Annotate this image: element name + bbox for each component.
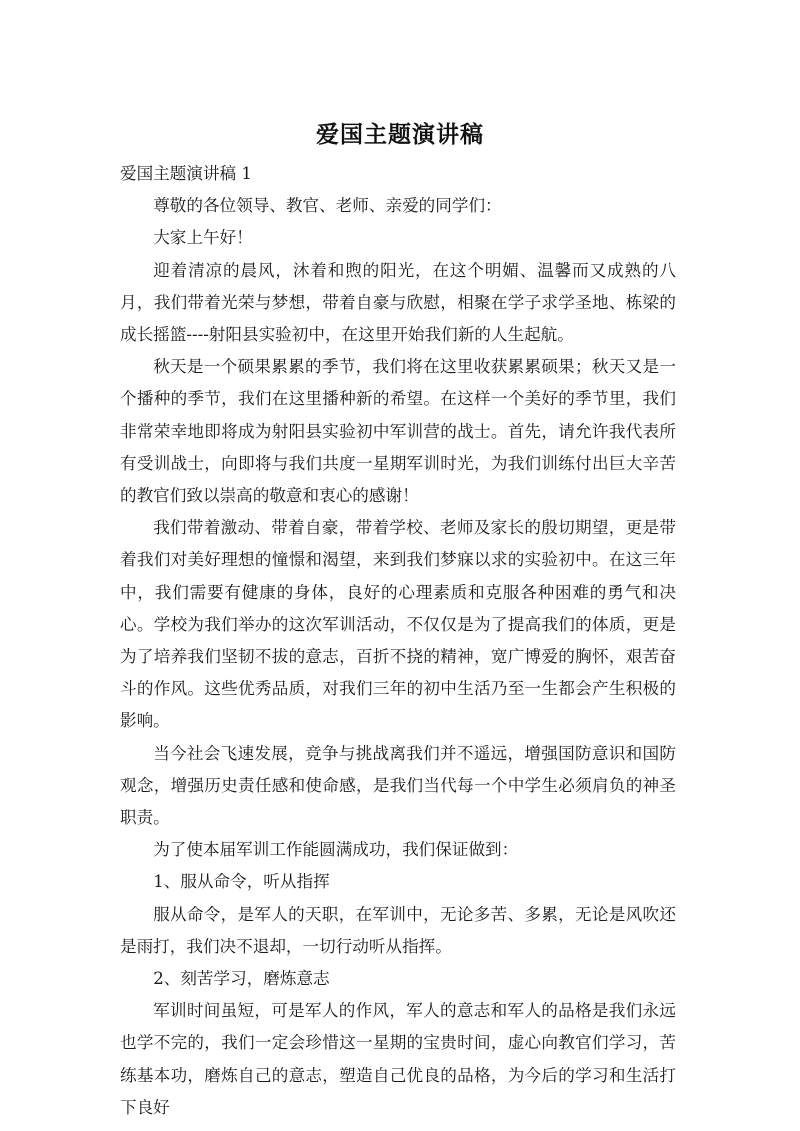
document-title: 爱国主题演讲稿 [316, 122, 484, 148]
document-subtitle: 爱国主题演讲稿 1 [120, 164, 252, 183]
body-paragraph: 秋天是一个硕果累累的季节，我们将在这里收获累累硕果；秋天又是一个播种的季节，我们在这里播种新的希望。在这样一个美好的季节里，我们非常荣幸地即将成为射阳县实验初中军训营的战士。首先，请允许我代表所有受训战士，向即将与我们共度一星期军训时光，为我们训练付出巨大辛苦的教官们致以崇高的敬意和衷心的感谢！ [120, 357, 676, 506]
body-paragraph: 军训时间虽短，可是军人的作风，军人的意志和军人的品格是我们永远也学不完的，我们一定会珍惜这一星期的宝贵时间，虚心向教官们学习，苦练基本功，磨炼自己的意志，塑造自己优良的品格，为今后的学习和生活打下良好 [120, 1001, 676, 1117]
salutation-paragraph: 尊敬的各位领导、教官、老师、亲爱的同学们： [153, 196, 502, 216]
document-body [120, 158, 676, 1124]
section-heading: 2、刻苦学习，磨炼意志 [153, 969, 330, 989]
body-paragraph: 迎着清凉的晨风，沐着和煦的阳光，在这个明媚、温馨而又成熟的八月，我们带着光荣与梦想，带着自豪与欣慰，相聚在学子求学圣地、栋梁的成长摇篮----射阳县实验初中，在这里开始我们新的人生起航。 [120, 260, 676, 345]
body-paragraph: 服从命令，是军人的天职，在军训中，无论多苦、多累，无论是风吹还是雨打，我们决不退却，一切行动听从指挥。 [120, 904, 676, 956]
body-paragraph: 为了使本届军训工作能圆满成功，我们保证做到： [153, 840, 519, 860]
greeting-paragraph: 大家上午好！ [153, 228, 253, 248]
section-heading: 1、服从命令，听从指挥 [153, 872, 330, 892]
body-paragraph: 当今社会飞速发展，竞争与挑战离我们并不遥远，增强国防意识和国防观念，增强历史责任感和使命感，是我们当代每一个中学生必须肩负的神圣职责。 [120, 743, 676, 828]
body-paragraph: 我们带着激动、带着自豪，带着学校、老师及家长的殷切期望，更是带着我们对美好理想的憧憬和渴望，来到我们梦寐以求的实验初中。在这三年中，我们需要有健康的身体，良好的心理素质和克服各种困难的勇气和决心。学校为我们举办的这次军训活动，不仅仅是为了提高我们的体质，更是为了培养我们坚韧不拔的意志，百折不挠的精神，宽广博爱的胸怀，艰苦奋斗的作风。这些优秀品质，对我们三年的初中生活乃至一生都会产生积极的影响。 [120, 518, 676, 731]
